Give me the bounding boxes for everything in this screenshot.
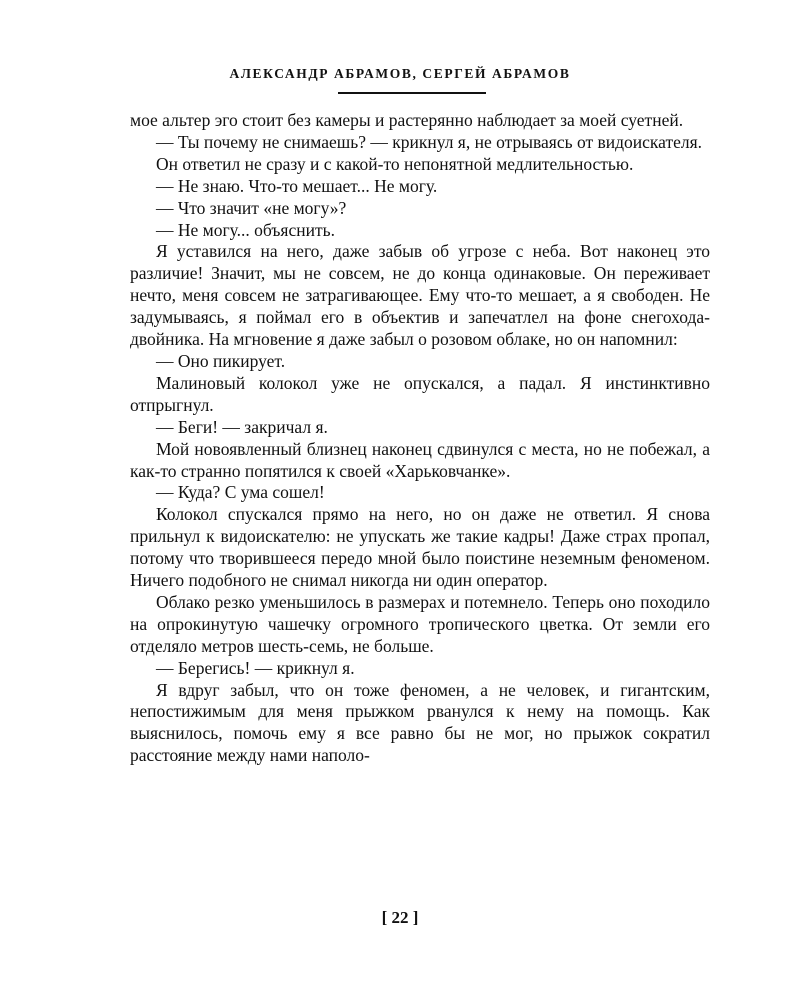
paragraph: — Не могу... объяснить. [156,219,335,240]
paragraph: — Берегись! — крикнул я. [156,657,355,678]
paragraph: мое альтер эго стоит без камеры и растерянно наблюдает за моей суетней. [130,110,684,130]
paragraph: Я вдруг забыл, что он тоже феномен, а не человек, и гигантским, непостижимым для меня прыжком рванулся к нему на помощь. Как выяснилось, помочь ему я все равно бы не мог, но прыжок сократил расстояние между нами наполо- [130,679,710,766]
paragraph: — Не знаю. Что-то мешает... Не могу. [156,175,438,196]
paragraph: Облако резко уменьшилось в размерах и потемнело. Теперь оно походило на опрокинутую чашечку огромного тропического цветка. От земли его отделяло метров шесть-семь, не больше. [130,591,710,656]
body-text [130,110,710,767]
paragraph: Колокол спускался прямо на него, но он даже не ответил. Я снова прильнул к видоискателю: не упускать же такие кадры! Даже страх пропал, потому что творившееся передо мной было поистине неземным феноменом. Ничего подобного не снимал никогда ни один оператор. [130,504,710,591]
running-head: АЛЕКСАНДР АБРАМОВ, СЕРГЕЙ АБРАМОВ [229,66,571,81]
paragraph: — Что значит «не могу»? [156,197,347,218]
page-number: [ 22 ] [381,908,419,927]
paragraph: — Ты почему не снимаешь? — крикнул я, не отрываясь от видоискателя. [156,131,703,152]
paragraph: Мой новоявленный близнец наконец сдвинулся с места, но не побежал, а как-то странно попятился к своей «Харьковчанке». [130,438,710,481]
paragraph: — Оно пикирует. [156,350,286,371]
paragraph: Малиновый колокол уже не опускался, а падал. Я инстинктивно отпрыгнул. [130,372,710,415]
paragraph: — Куда? С ума сошел! [156,482,325,503]
paragraph: Он ответил не сразу и с какой-то непонятной медлительностью. [156,153,634,174]
paragraph: — Беги! — закричал я. [156,416,328,437]
header-rule [338,92,486,94]
paragraph: Я уставился на него, даже забыв об угрозе с неба. Вот наконец это различие! Значит, мы не совсем, не до конца одинаковые. Он переживает нечто, меня совсем не затрагивающее. Ему что-то мешает, а я свободен. Не задумываясь, я поймал его в объектив и запечатлел на фоне снегохода-двойника. На мгновение я даже забыл о розовом облаке, но он напомнил: [130,241,710,350]
